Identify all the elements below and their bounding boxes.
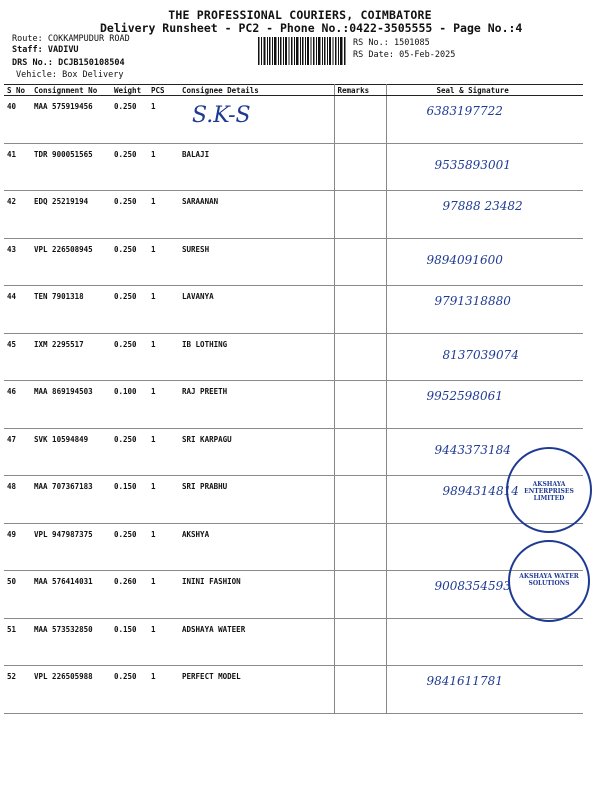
seal-1-text: AKSHAYA ENTERPRISES LIMITED — [524, 481, 574, 502]
seal-2-text: AKSHAYA WATER SOLUTIONS — [519, 573, 579, 587]
row-remarks — [334, 571, 386, 619]
row-consignment-no: MAA 573532850 — [31, 618, 111, 666]
row-sno: 42 — [4, 191, 31, 239]
table-row — [4, 238, 583, 286]
row-weight: 0.150 — [111, 476, 148, 524]
row-remarks — [334, 143, 386, 191]
row-sno: 47 — [4, 428, 31, 476]
row-consignee: SRI KARPAGU — [179, 428, 334, 476]
row-signature — [386, 333, 583, 381]
row-pcs: 1 — [148, 286, 179, 334]
company-seal-2 — [508, 540, 590, 622]
row-pcs: 1 — [148, 428, 179, 476]
row-pcs: 1 — [148, 666, 179, 714]
handwritten-phone: 9791318880 — [434, 294, 511, 308]
rs-no-value: 1501085 — [393, 38, 430, 48]
row-consignee: SARAANAN — [179, 191, 334, 239]
company-seal-1 — [506, 447, 592, 533]
col-weight: Weight — [111, 85, 148, 96]
drs-label: DRS No.: — [12, 58, 53, 68]
row-pcs: 1 — [148, 381, 179, 429]
col-consignee: Consignee Details — [179, 85, 334, 96]
row-remarks — [334, 191, 386, 239]
row-pcs: 1 — [148, 618, 179, 666]
row-consignee: ININI FASHION — [179, 571, 334, 619]
col-sno: S No — [4, 85, 31, 96]
row-sno: 43 — [4, 238, 31, 286]
row-remarks — [334, 286, 386, 334]
row-pcs: 1 — [148, 238, 179, 286]
rs-date-label: RS Date: — [353, 50, 394, 60]
handwritten-phone: 9443373184 — [434, 442, 511, 457]
row-pcs: 1 — [148, 191, 179, 239]
runsheet-title: Delivery Runsheet - PC2 - Phone No.:0422-3505555 - Page No.:4 — [100, 21, 523, 35]
row-sno: 51 — [4, 618, 31, 666]
table-row — [4, 381, 583, 429]
row-consignee: AKSHYA — [179, 523, 334, 571]
row-consignee — [179, 96, 334, 144]
col-consignment: Consignment No — [31, 85, 111, 96]
col-pcs: PCS — [148, 85, 179, 96]
table-row — [4, 333, 583, 381]
row-weight: 0.150 — [111, 618, 148, 666]
row-consignee: IB LOTHING — [179, 333, 334, 381]
handwritten-phone: 6383197722 — [426, 104, 503, 118]
row-pcs: 1 — [148, 476, 179, 524]
row-consignment-no: MAA 707367183 — [31, 476, 111, 524]
row-remarks — [334, 428, 386, 476]
vehicle-value: Box Delivery — [62, 70, 124, 80]
row-weight: 0.250 — [111, 286, 148, 334]
row-remarks — [334, 238, 386, 286]
row-consignment-no: EDQ 25219194 — [31, 191, 111, 239]
col-remarks: Remarks — [334, 85, 386, 96]
route-line — [12, 34, 130, 44]
row-consignee: RAJ PREETH — [179, 381, 334, 429]
row-sno: 50 — [4, 571, 31, 619]
row-signature — [386, 666, 583, 714]
row-weight: 0.250 — [111, 191, 148, 239]
row-sno: 48 — [4, 476, 31, 524]
row-pcs: 1 — [148, 333, 179, 381]
row-remarks — [334, 476, 386, 524]
row-consignment-no: TEN 7901318 — [31, 286, 111, 334]
handwritten-phone: 9894091600 — [426, 252, 503, 267]
route-label: Route: — [12, 34, 43, 44]
row-weight: 0.250 — [111, 666, 148, 714]
row-pcs: 1 — [148, 571, 179, 619]
row-sno: 52 — [4, 666, 31, 714]
staff-line — [12, 45, 79, 55]
table-row — [4, 286, 583, 334]
row-pcs: 1 — [148, 523, 179, 571]
row-consignment-no: VPL 226505988 — [31, 666, 111, 714]
rs-no-line — [353, 38, 430, 48]
handwritten-phone: 8137039074 — [442, 347, 519, 362]
handwritten-phone: 9952598061 — [426, 389, 503, 403]
row-pcs: 1 — [148, 96, 179, 144]
row-sno: 45 — [4, 333, 31, 381]
table-row — [4, 571, 583, 619]
row-sno: 49 — [4, 523, 31, 571]
row-consignee: PERFECT MODEL — [179, 666, 334, 714]
drs-line — [12, 58, 125, 68]
row-consignee: LAVANYA — [179, 286, 334, 334]
staff-label: Staff: — [12, 45, 43, 55]
row-consignment-no: VPL 226508945 — [31, 238, 111, 286]
staff-value: VADIVU — [47, 45, 79, 55]
row-signature — [386, 238, 583, 286]
row-remarks — [334, 333, 386, 381]
row-remarks — [334, 96, 386, 144]
drs-value: DCJB150108504 — [58, 58, 125, 68]
row-signature — [386, 191, 583, 239]
row-signature — [386, 286, 583, 334]
row-consignment-no: MAA 869194503 — [31, 381, 111, 429]
handwritten-phone: 9008354593 — [434, 579, 511, 593]
row-weight: 0.250 — [111, 523, 148, 571]
row-consignment-no: SVK 10594849 — [31, 428, 111, 476]
row-weight: 0.100 — [111, 381, 148, 429]
row-weight: 0.250 — [111, 428, 148, 476]
table-header-row — [4, 85, 583, 96]
row-remarks — [334, 666, 386, 714]
row-weight: 0.250 — [111, 333, 148, 381]
row-pcs: 1 — [148, 143, 179, 191]
row-consignee: BALAJI — [179, 143, 334, 191]
handwritten-phone: 9841611781 — [426, 674, 503, 688]
row-remarks — [334, 618, 386, 666]
vehicle-line — [16, 70, 124, 80]
company-name: THE PROFESSIONAL COURIERS, COIMBATORE — [168, 8, 432, 22]
handwritten-consignee: S.K-S — [192, 103, 251, 128]
table-row — [4, 191, 583, 239]
table-row — [4, 476, 583, 524]
col-seal-signature: Seal & Signature — [386, 85, 583, 96]
row-sno: 46 — [4, 381, 31, 429]
row-consignment-no: MAA 575919456 — [31, 96, 111, 144]
table-row — [4, 428, 583, 476]
runsheet-table — [4, 84, 583, 714]
row-weight: 0.250 — [111, 96, 148, 144]
row-consignee: SRI PRABHU — [179, 476, 334, 524]
row-consignment-no: VPL 947987375 — [31, 523, 111, 571]
row-weight: 0.260 — [111, 571, 148, 619]
table-row — [4, 96, 583, 144]
row-sno: 44 — [4, 286, 31, 334]
row-consignee: SURESH — [179, 238, 334, 286]
vehicle-label: Vehicle: — [16, 70, 57, 80]
row-signature — [386, 381, 583, 429]
row-consignment-no: MAA 576414031 — [31, 571, 111, 619]
table-row — [4, 618, 583, 666]
rs-date-value: 05-Feb-2025 — [399, 50, 456, 60]
row-consignment-no: IXM 2295517 — [31, 333, 111, 381]
rs-date-line — [353, 50, 455, 60]
row-remarks — [334, 523, 386, 571]
handwritten-phone: 9535893001 — [434, 157, 511, 172]
row-sno: 40 — [4, 96, 31, 144]
row-weight: 0.250 — [111, 143, 148, 191]
row-sno: 41 — [4, 143, 31, 191]
table-row — [4, 523, 583, 571]
row-consignee: ADSHAYA WATEER — [179, 618, 334, 666]
row-remarks — [334, 381, 386, 429]
barcode-image — [258, 37, 346, 65]
handwritten-phone: 97888 23482 — [442, 199, 523, 213]
row-weight: 0.250 — [111, 238, 148, 286]
row-signature — [386, 96, 583, 144]
rs-no-label: RS No.: — [353, 38, 389, 48]
row-consignment-no: TDR 900051565 — [31, 143, 111, 191]
table-row — [4, 666, 583, 714]
handwritten-phone: 9894314814 — [442, 484, 519, 498]
row-signature — [386, 618, 583, 666]
table-row — [4, 143, 583, 191]
route-value: COKKAMPUDUR ROAD — [47, 34, 130, 44]
row-signature — [386, 143, 583, 191]
